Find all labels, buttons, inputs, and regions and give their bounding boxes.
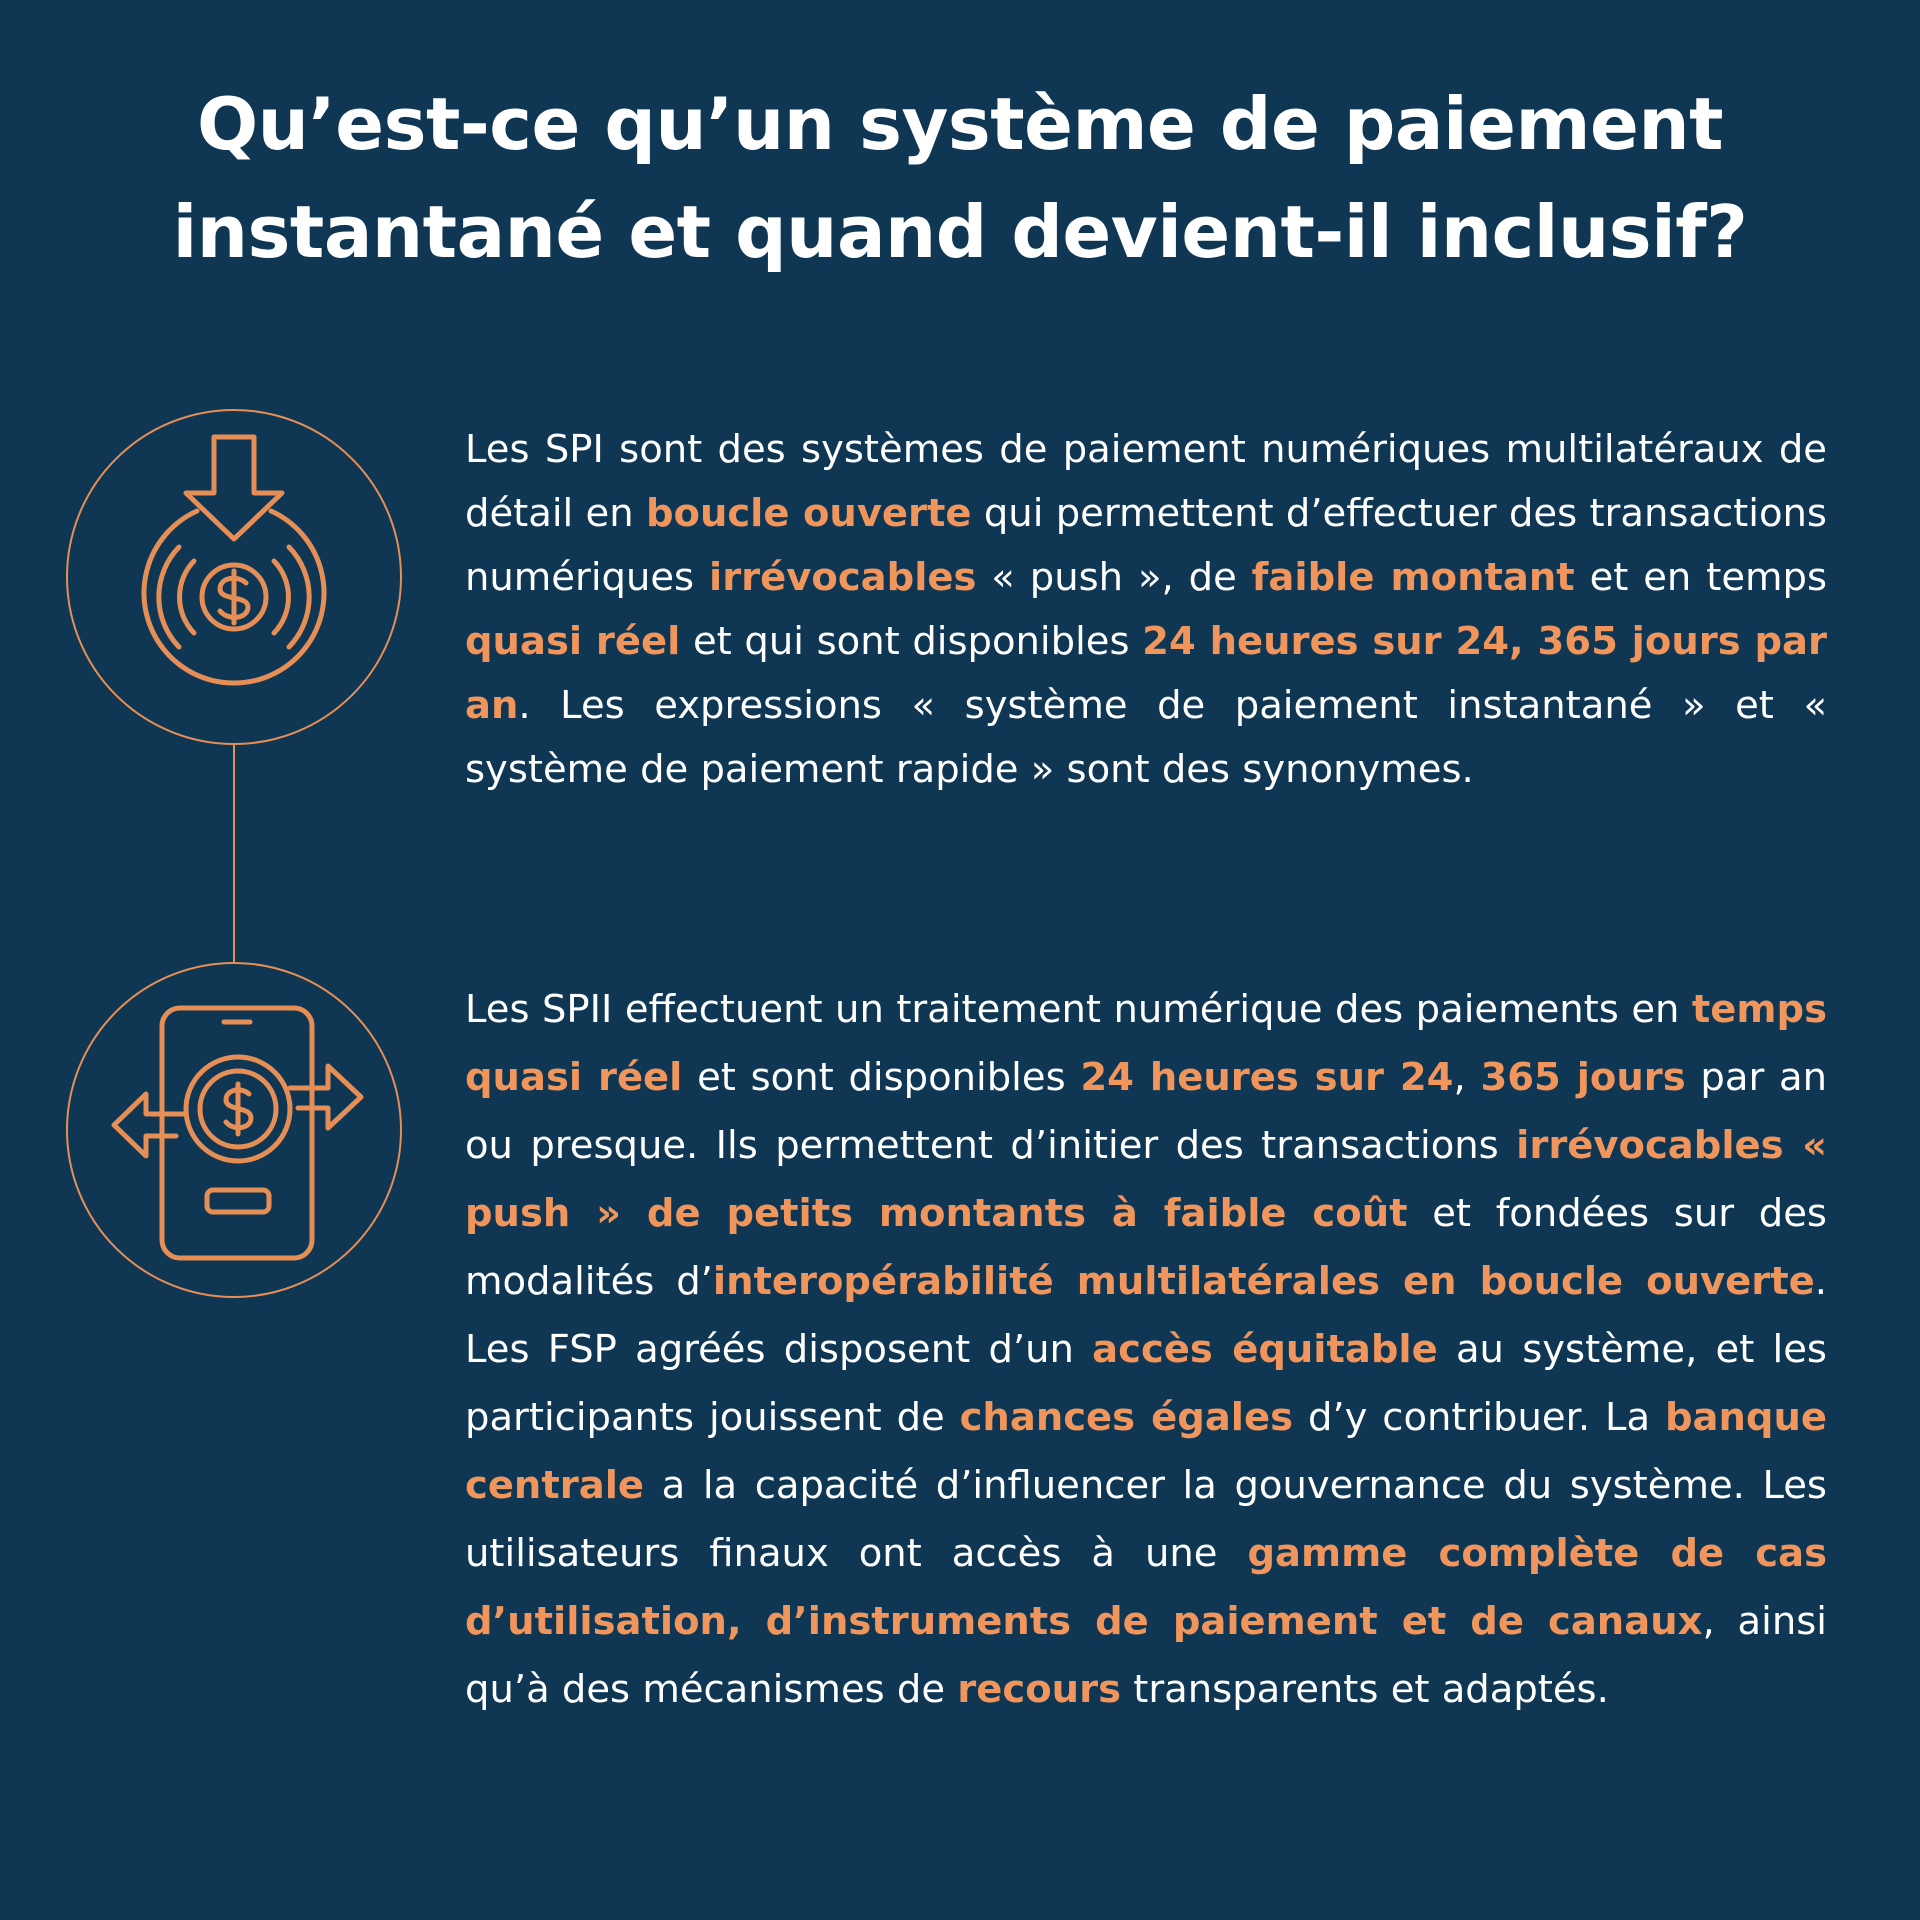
highlight-text: chances égales xyxy=(959,1395,1294,1440)
body-text: par an ou presque. Ils permettent d’initier des transactions xyxy=(465,1055,1828,1168)
icon-circle-spi xyxy=(66,409,402,745)
highlight-text: boucle ouverte xyxy=(645,491,972,536)
body-text: et fondées sur des modalités d’ xyxy=(465,1191,1827,1304)
dollar-down-arrow-icon xyxy=(68,411,400,743)
body-text: et sont disponibles xyxy=(682,1055,1081,1100)
body-text: , ainsi qu’à des mécanismes de xyxy=(465,1599,1827,1712)
mobile-payment-exchange-icon xyxy=(68,964,400,1296)
icon-circle-spii xyxy=(66,962,402,1298)
highlight-text: irrévocables xyxy=(709,555,977,600)
body-text: d’y contribuer. La xyxy=(1293,1395,1665,1440)
title-line-1: Qu’est-ce qu’un système de paiement xyxy=(196,82,1724,166)
highlight-text: banque centrale xyxy=(465,1395,1827,1508)
highlight-text: faible montant xyxy=(1251,555,1575,600)
highlight-text: 24 heures sur 24 xyxy=(1080,1055,1454,1100)
highlight-text: 365 jours xyxy=(1480,1055,1686,1100)
highlight-text: recours xyxy=(957,1667,1121,1712)
body-text: au système, et les participants jouissent de xyxy=(465,1327,1827,1440)
connector-line xyxy=(233,745,235,962)
body-text: Les SPI sont des systèmes de paiement numériques multilatéraux de détail en xyxy=(465,427,1827,536)
highlight-text: accès équitable xyxy=(1092,1327,1438,1372)
highlight-text: gamme complète de cas d’utilisation, d’instruments de paiement et de canaux xyxy=(465,1531,1827,1644)
body-text: et qui sont disponibles xyxy=(680,619,1143,664)
spi-definition-paragraph xyxy=(465,418,1827,802)
body-text: a la capacité d’influencer la gouvernance du système. Les utilisateurs finaux ont accès à une xyxy=(465,1463,1827,1576)
body-text: et en temps xyxy=(1574,555,1828,600)
body-text: Les SPII effectuent un traitement numérique des paiements en xyxy=(465,987,1692,1032)
spii-definition-paragraph xyxy=(465,976,1827,1724)
page-title xyxy=(60,70,1860,286)
body-text: . Les expressions « système de paiement instantané » et « système de paiement rapide » sont des synonymes. xyxy=(465,683,1827,792)
highlight-text: quasi réel xyxy=(465,619,681,664)
highlight-text: temps quasi réel xyxy=(465,987,1827,1100)
highlight-text: interopérabilité multilatérales en boucle ouverte xyxy=(712,1259,1815,1304)
highlight-text: irrévocables « push » de petits montants à faible coût xyxy=(465,1123,1827,1236)
title-line-2: instantané et quand devient-il inclusif? xyxy=(172,190,1748,274)
body-text: , xyxy=(1453,1055,1481,1100)
highlight-text: 24 heures sur 24, 365 jours par an xyxy=(465,619,1827,728)
body-text: qui permettent d’effectuer des transactions numériques xyxy=(465,491,1827,600)
body-text: transparents et adaptés. xyxy=(1120,1667,1609,1712)
body-text: . Les FSP agréés disposent d’un xyxy=(465,1259,1827,1372)
body-text: « push », de xyxy=(976,555,1252,600)
